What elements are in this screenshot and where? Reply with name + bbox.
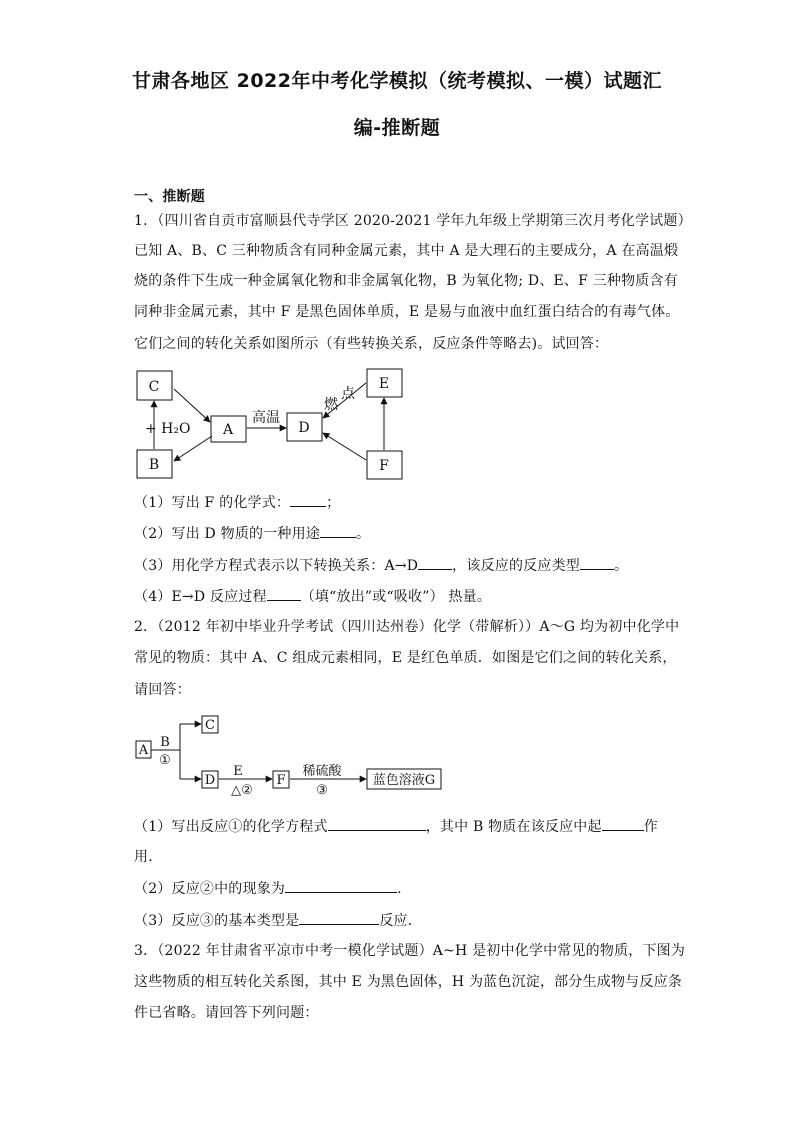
q2-text-line: 2．（2012 年初中毕业升学考试（四川达州卷）化学（带解析））A～G 均为初中化学中: [134, 619, 680, 635]
q1-text-line: 烧的条件下生成一种金属氧化物和非金属氧化物，B 为氧化物; D、E、F 三种物质含有: [134, 273, 678, 289]
q3-text-line: 件已省略。请回答下列问题：: [134, 1005, 319, 1021]
section-heading: 一、推断题: [134, 189, 205, 205]
q1-text-line: 1．（四川省自贡市富顺县代寺学区 2020-2021 学年九年级上学期第三次月考化学试题）: [134, 213, 692, 229]
q1-text-line: 它们之间的转化关系如图所示（有些转换关系，反应条件等略去)。试回答：: [134, 336, 609, 352]
q3-text-line: 这些物质的相互转化关系图，其中 E 为黑色固体，H 为蓝色沉淀，部分生成物与反应条: [134, 974, 682, 990]
q2-sub-3: （3）反应③的基本类型是 反应.: [134, 910, 412, 931]
node-d-label: D: [204, 773, 216, 788]
q1-sub-2: （2）写出 D 物质的一种用途 。: [134, 523, 370, 544]
answer-blank[interactable]: [285, 878, 397, 893]
label-acid: 稀硫酸: [302, 764, 342, 779]
label-h2o: + H₂O: [145, 421, 191, 437]
answer-blank[interactable]: [328, 816, 426, 831]
label-r2: △②: [231, 783, 253, 798]
node-e-label: E: [378, 376, 390, 392]
document-title-line-1: 甘肃各地区 2022年中考化学模拟（统考模拟、一模）试题汇: [132, 70, 662, 92]
label-r1: ①: [159, 753, 171, 768]
node-c-label: C: [148, 379, 160, 395]
q3-text-line: 3．（2022 年甘肃省平凉市中考一模化学试题）A~H 是初中化学中常见的物质，下图为: [134, 943, 686, 959]
label-b: B: [160, 735, 170, 750]
label-ran: 燃: [324, 397, 338, 413]
label-dian: 点: [341, 386, 355, 402]
q1-sub-1: （1）写出 F 的化学式： ；: [134, 492, 340, 513]
document-title-line-2: 编-推断题: [353, 117, 441, 139]
node-a-label: A: [138, 743, 149, 758]
node-c-label: C: [205, 718, 215, 733]
node-f-label: F: [276, 773, 286, 788]
q2-text-line: 常见的物质：其中 A、C 组成元素相同，E 是红色单质．如图是它们之间的转化关系，: [134, 650, 677, 666]
q2-sub-1: （1）写出反应①的化学方程式 ，其中 B 物质在该反应中起 作: [134, 816, 658, 837]
label-gaowen: 高温: [252, 410, 280, 426]
q2-text-line: 请回答：: [134, 682, 191, 698]
q1-text-line: 已知 A、B、C 三种物质含有同种金属元素，其中 A 是大理石的主要成分，A 在高温煅: [134, 243, 679, 259]
node-d-label: D: [298, 420, 310, 436]
node-f-label: F: [379, 458, 389, 474]
answer-blank[interactable]: [299, 910, 379, 925]
label-r3: ③: [316, 783, 328, 798]
q2-sub-1-cont: 用.: [134, 849, 153, 865]
label-e: E: [233, 764, 243, 779]
q1-text-line: 同种非金属元素，其中 F 是黑色固体单质，E 是易与血液中血红蛋白结合的有毒气体。: [134, 304, 680, 320]
node-a-label: A: [222, 422, 234, 438]
answer-blank[interactable]: [602, 816, 644, 831]
node-g-label: 蓝色溶液G: [372, 773, 436, 788]
q1-sub-3: （3）用化学方程式表示以下转换关系：A→D ，该反应的反应类型 。: [134, 555, 628, 576]
q1-sub-4: （4）E→D 反应过程 （填“放出”或“吸收”） 热量。: [134, 586, 491, 607]
node-b-label: B: [148, 457, 160, 473]
q2-sub-2: （2）反应②中的现象为 .: [134, 878, 402, 899]
